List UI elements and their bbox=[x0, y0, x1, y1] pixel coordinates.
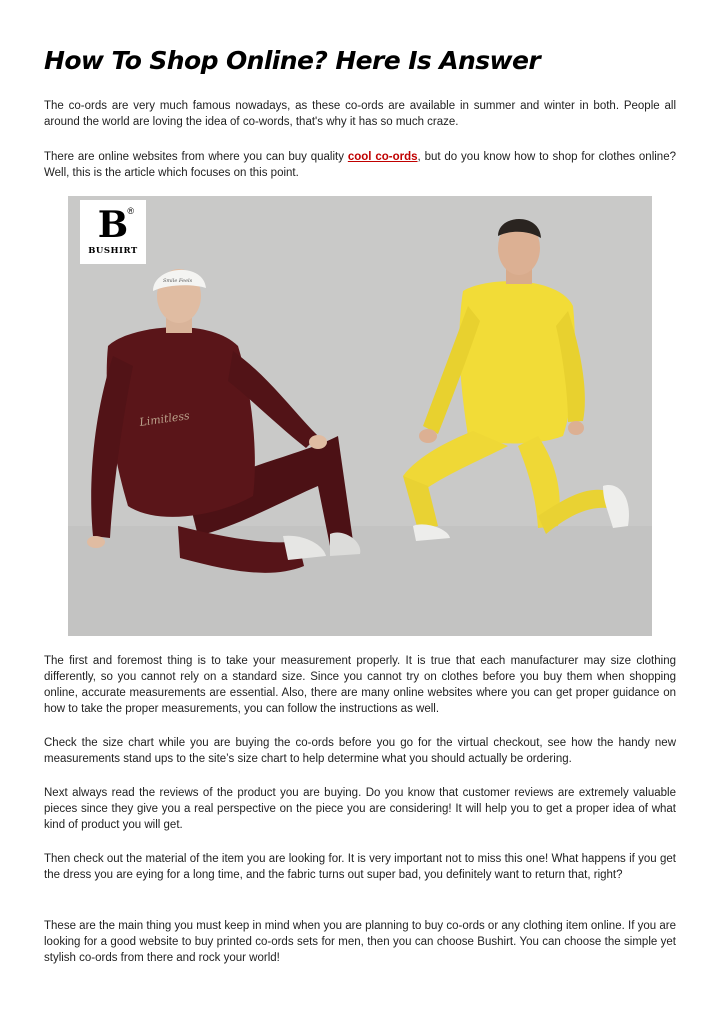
body-paragraph-2: Check the size chart while you are buying the co-ords before you go for the virtual checkout, see how the handy new measurements stand ups to the site’s size chart to help determine what you should actually be ordering. bbox=[44, 737, 676, 765]
page-title: How To Shop Online? Here Is Answer bbox=[44, 46, 541, 75]
cap-script-text: Smile Feels bbox=[163, 278, 193, 284]
body-paragraph-3: Next always read the reviews of the product you are buying. Do you know that customer reviews are extremely valuable pieces since they give you a real perspective on the piece you are considering! It will help you to get a proper idea of what kind of product you will get. bbox=[44, 787, 676, 831]
body-paragraph-5: These are the main thing you must keep in mind when you are planning to buy co-ords or any clothing item online. If you are looking for a good website to buy printed co-ords sets for men, then you can choose Bushirt. You can choose the simple yet stylish co-ords from there and rock your world! bbox=[44, 920, 676, 964]
intro-paragraph-1: The co-ords are very much famous nowadays, as these co-ords are available in summer and winter in both. People all around the world are loving the idea of co-words, that's why it has so much craze. bbox=[44, 100, 676, 128]
logo-brand-name: BUSHIRT bbox=[88, 246, 138, 256]
body-paragraph-1: The first and foremost thing is to take your measurement properly. It is true that each manufacturer may size clothing differently, so you cannot rely on a standard size. Since you cannot try on clothes before you buy them when shopping online, accurate measurements are essential. Also, there are many online websites where you can get proper guidance on how to take the proper measurements, you can follow the instructions as well. bbox=[44, 655, 676, 715]
shirt-script-text: Limitless bbox=[138, 409, 191, 429]
intro-text-after: , but do you know how to shop for clothes online? Well, this is the article which focuses on this point. bbox=[44, 151, 676, 179]
product-photo bbox=[68, 196, 652, 636]
logo-letter: B bbox=[97, 204, 129, 246]
registered-mark: ® bbox=[127, 206, 134, 216]
yellow-outfit-model bbox=[403, 219, 629, 541]
body-paragraph-4: Then check out the material of the item you are looking for. It is very important not to miss this one! What happens if you get the dress you are eying for a long time, and the fabric turns out super bad, you definitely want to return that, right? bbox=[44, 853, 676, 881]
intro-paragraph-2 bbox=[44, 149, 676, 181]
models-illustration bbox=[68, 196, 652, 636]
intro-text-before: There are online websites from where you can buy quality bbox=[44, 151, 348, 163]
cool-co-ords-link[interactable]: cool co-ords bbox=[347, 151, 418, 163]
bushirt-logo bbox=[80, 200, 146, 264]
